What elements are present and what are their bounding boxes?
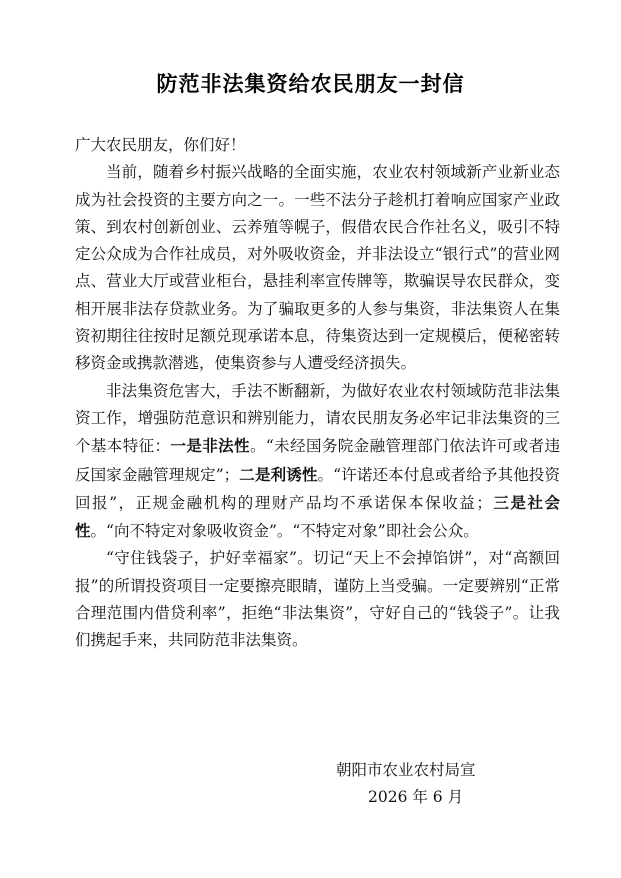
- letter-title: 防范非法集资给农民朋友一封信: [156, 72, 465, 96]
- paragraph-background: 当前，随着乡村振兴战略的全面实施，农业农村领域新产业新业态成为社会投资的主要方向之一。一些不法分子趁机打着响应国家产业政策、到农村创新创业、云养殖等幌子，假借农民合作社名义，吸引不特定公众成为合作社成员，对外吸收资金，并非法设立“银行式”的营业网点、营业大厅或营业柜台，悬挂利率宣传牌等，欺骗误导农民群众，变相开展非法存贷款业务。为了骗取更多的人参与集资，非法集资人在集资初期往往按时足额兑现承诺本息，待集资达到一定规模后，便秘密转移资金或携款潜逃，使集资参与人遭受经济损失。: [75, 163, 560, 373]
- feature-illegality-label: 一是非法性: [170, 436, 250, 456]
- features-intro: 非法集资危害大，手法不断翻新，为做好农业农村领域防范非法集资工作，增强防范意识和辨别能力，请农民朋友务必牢记非法集资的三个基本特征：: [75, 381, 560, 456]
- signature-date: 2026 年 6 月: [368, 788, 464, 806]
- greeting: 广大农民朋友，你们好！: [75, 136, 246, 154]
- feature-public-text: 。“向不特定对象吸收资金”。“不特定对象”即社会公众。: [90, 522, 479, 541]
- feature-inducement-text: 。“许诺还本付息或者给予其他投资回报”，正规金融机构的理财产品均不承诺保本保收益；: [75, 465, 560, 512]
- paragraph-advice: “守住钱袋子，护好幸福家”。切记“天上不会掉馅饼”，对“高额回报”的所谓投资项目一定要擦亮眼睛，谨防上当受骗。一定要辨别“正常合理范围内借贷利率”，拒绝“非法集资”，守好自己的“钱袋子”。让我们携起手来，共同防范非法集资。: [75, 549, 560, 650]
- feature-inducement-label: 二是利诱性: [239, 464, 318, 484]
- signature-organization: 朝阳市农业农村局宣: [336, 761, 476, 779]
- feature-illegality-text: 。“未经国务院金融管理部门依法许可或者违反国家金融管理规定”；: [75, 437, 560, 484]
- letter-body: [75, 132, 560, 655]
- paragraph-features: [75, 378, 560, 546]
- feature-public-label: 三是社会性: [75, 492, 560, 541]
